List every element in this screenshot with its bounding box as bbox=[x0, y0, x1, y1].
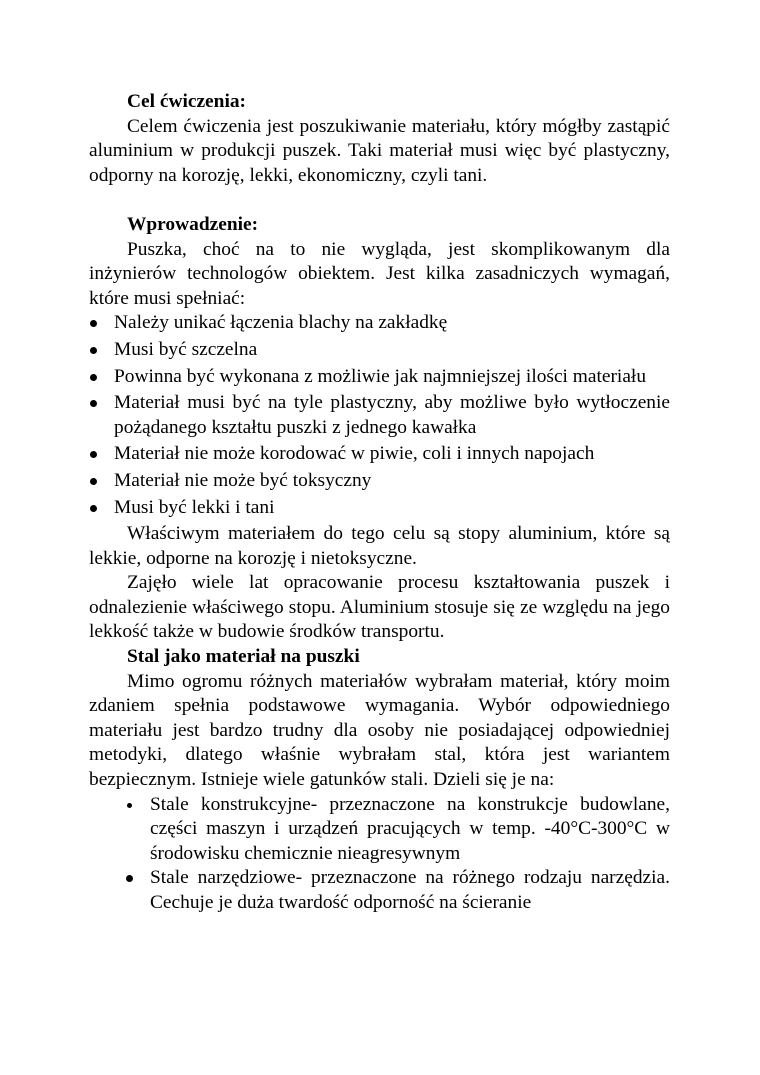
list-item-text: Musi być lekki i tani bbox=[114, 496, 275, 518]
introduction-paragraph: Puszka, choć na to nie wygląda, jest skomplikowanym dla inżynierów technologów obiektem. Jest kilka zasadniczych wymagań, które musi spełniać: bbox=[89, 238, 670, 309]
bullet-icon bbox=[126, 875, 133, 882]
bullet-icon bbox=[90, 374, 97, 381]
list-item bbox=[89, 391, 670, 440]
steel-types-list bbox=[89, 793, 670, 916]
list-item bbox=[89, 793, 670, 867]
list-item-text: Materiał nie może korodować w piwie, coli i innych napojach bbox=[114, 443, 595, 465]
list-item bbox=[89, 442, 670, 467]
bullet-icon bbox=[127, 803, 132, 808]
aluminium-paragraph: Właściwym materiałem do tego celu są stopy aluminium, które są lekkie, odporne na korozję i nietoksyczne. bbox=[89, 523, 670, 569]
bullet-icon bbox=[90, 451, 97, 458]
list-item-text: Materiał musi być na tyle plastyczny, aby możliwe było wytłoczenie pożądanego kształtu puszki z jednego kawałka bbox=[114, 392, 670, 438]
list-item-text: Należy unikać łączenia blachy na zakładkę bbox=[114, 312, 448, 334]
section-heading-goal: Cel ćwiczenia: bbox=[127, 91, 246, 112]
goal-paragraph: Celem ćwiczenia jest poszukiwanie materiału, który mógłby zastąpić aluminium w produkcji puszek. Taki materiał musi więc być plastyczny, odporny na korozję, lekki, ekonomiczny, czyli tani. bbox=[89, 115, 670, 186]
bullet-icon bbox=[90, 347, 97, 354]
list-item bbox=[89, 469, 670, 494]
bullet-icon bbox=[90, 320, 97, 327]
list-item bbox=[89, 365, 670, 390]
process-paragraph: Zajęło wiele lat opracowanie procesu kształtowania puszek i odnalezienie właściwego stopu. Aluminium stosuje się ze względu na jego lekkość także w budowie środków transportu. bbox=[89, 572, 670, 643]
document-page bbox=[89, 90, 670, 916]
list-item-text: Powinna być wykonana z możliwie jak najmniejszej ilości materiału bbox=[114, 365, 647, 387]
bullet-icon bbox=[90, 400, 97, 407]
list-item-text: Stale konstrukcyjne- przeznaczone na konstrukcje budowlane, części maszyn i urządzeń pracujących w temp. -40°C-300°C w środowisku chemicznie nieagresywnym bbox=[150, 793, 670, 864]
requirements-list bbox=[89, 311, 670, 520]
steel-paragraph: Mimo ogromu różnych materiałów wybrałam materiał, który moim zdaniem spełnia podstawowe wymagania. Wybór odpowiedniego materiału jest bardzo trudny dla osoby nie posiadającej odpowiedniej metodyki, dlatego właśnie wybrałam stal, która jest wariantem bezpiecznym. Istnieje wiele gatunków stali. Dzieli się je na: bbox=[89, 670, 670, 791]
section-heading-introduction: Wprowadzenie: bbox=[127, 213, 259, 235]
list-item bbox=[89, 338, 670, 363]
bullet-icon bbox=[90, 505, 97, 512]
list-item-text: Stale narzędziowe- przeznaczone na różnego rodzaju narzędzia. Cechuje je duża twardość odporność na ścieranie bbox=[150, 867, 670, 913]
spacer bbox=[89, 188, 670, 213]
bullet-icon bbox=[90, 478, 97, 485]
list-item-text: Musi być szczelna bbox=[114, 338, 258, 360]
list-item-text: Materiał nie może być toksyczny bbox=[114, 469, 372, 491]
list-item bbox=[89, 866, 670, 915]
section-heading-steel: Stal jako materiał na puszki bbox=[127, 646, 360, 668]
list-item bbox=[89, 496, 670, 521]
list-item bbox=[89, 311, 670, 336]
